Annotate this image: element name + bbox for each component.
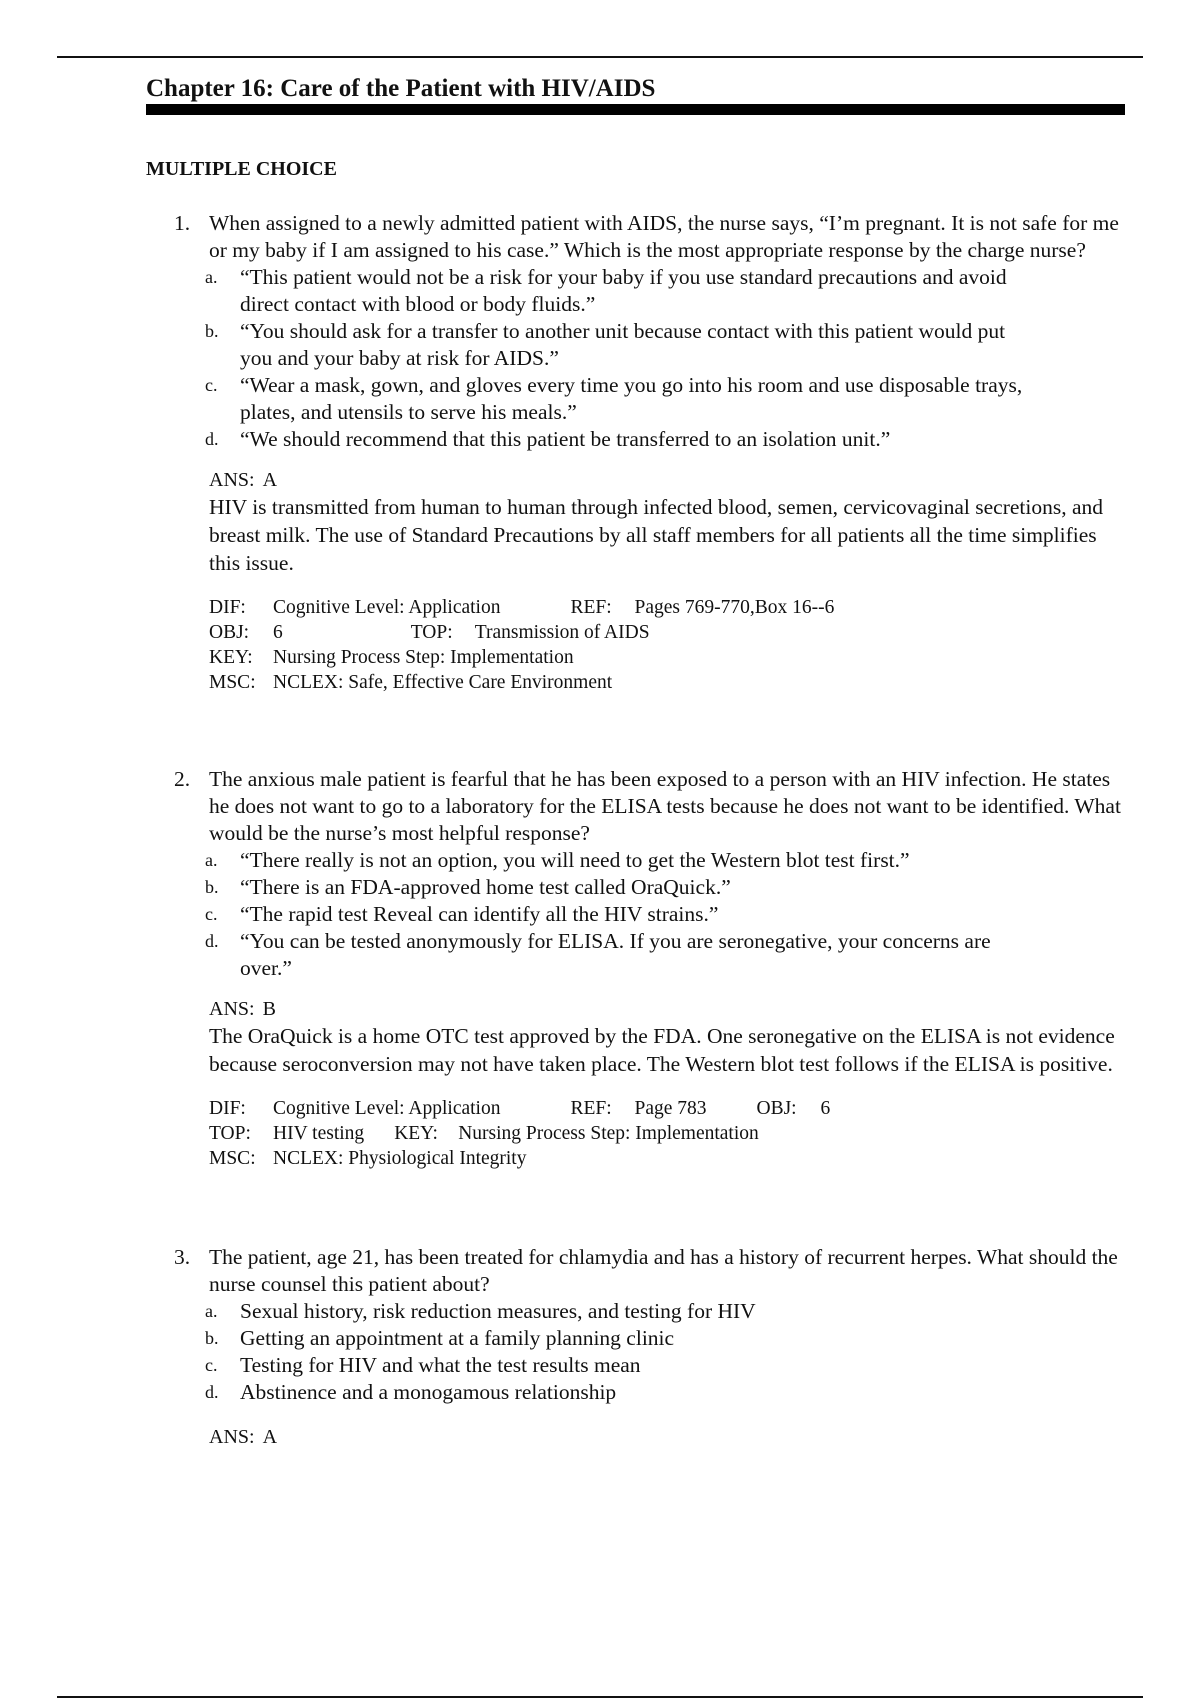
option-text: Testing for HIV and what the test results mean [240, 1353, 641, 1377]
msc-value: NCLEX: Safe, Effective Care Environment [273, 672, 613, 693]
question-number: 1. [174, 211, 191, 235]
msc-label: MSC: [209, 672, 256, 693]
answer-value: B [262, 998, 276, 1020]
answer-value: A [262, 1426, 278, 1448]
option-a [0, 847, 1040, 874]
option-c [0, 1352, 1040, 1379]
top-label: TOP: [209, 1123, 251, 1144]
question-text: When assigned to a newly admitted patient with AIDS, the nurse says, “I’m pregnant. It is not safe for me or my baby if I am assigned to his case.” Which is the most appropriate response by the charge nurse? [209, 211, 1119, 262]
option-text: “This patient would not be a risk for your baby if you use standard precautions and avoid direct contact with blood or body fluids.” [240, 265, 1007, 316]
metadata-line [209, 1096, 1109, 1121]
metadata-block [209, 1096, 1109, 1171]
top-value: HIV testing [273, 1123, 365, 1144]
key-value: Nursing Process Step: Implementation [273, 647, 574, 668]
option-list [0, 847, 1200, 982]
answer-label: ANS: [209, 998, 255, 1020]
ref-label: REF: [570, 597, 612, 618]
answer-label: ANS: [209, 1426, 255, 1448]
option-letter: d. [205, 429, 219, 449]
top-rule [57, 56, 1143, 58]
answer-line [209, 1424, 1200, 1450]
metadata-line [209, 1146, 1109, 1171]
question-text: The patient, age 21, has been treated for chlamydia and has a history of recurrent herpes. What should the nurse counsel this patient about? [209, 1245, 1118, 1296]
option-text: Getting an appointment at a family planning clinic [240, 1326, 675, 1350]
option-c [0, 901, 1040, 928]
option-list [0, 264, 1200, 453]
metadata-line [209, 595, 1109, 620]
rationale: HIV is transmitted from human to human through infected blood, semen, cervicovaginal secretions, and breast milk. The use of Standard Precautions by all staff members for all patients all the time simplifies this issue. [209, 495, 1104, 575]
option-text: “There is an FDA-approved home test called OraQuick.” [240, 875, 731, 899]
metadata-line [209, 645, 1109, 670]
option-d [0, 928, 1040, 982]
option-letter: d. [205, 931, 219, 951]
option-a [0, 1298, 1040, 1325]
top-value: Transmission of AIDS [474, 622, 650, 643]
option-letter: a. [205, 267, 218, 287]
obj-label: OBJ: [756, 1098, 797, 1119]
question-2 [0, 766, 1200, 1171]
option-c [0, 372, 1040, 426]
msc-label: MSC: [209, 1148, 256, 1169]
option-a [0, 264, 1040, 318]
option-text: Abstinence and a monogamous relationship [240, 1380, 617, 1404]
ref-value: Page 783 [634, 1098, 707, 1119]
answer-line [209, 996, 1200, 1022]
msc-value: NCLEX: Physiological Integrity [273, 1148, 527, 1169]
rationale: The OraQuick is a home OTC test approved by the FDA. One seronegative on the ELISA is not evidence because seroconversion may not have taken place. The Western blot test follows if the ELISA is positive. [209, 1024, 1115, 1076]
ref-label: REF: [570, 1098, 612, 1119]
question-stem [0, 1244, 1129, 1298]
option-text: “Wear a mask, gown, and gloves every time you go into his room and use disposable trays, plates, and utensils to serve his meals.” [240, 373, 1023, 424]
key-value: Nursing Process Step: Implementation [458, 1123, 759, 1144]
dif-label: DIF: [209, 1098, 246, 1119]
option-d [0, 426, 1040, 453]
option-letter: a. [205, 1301, 218, 1321]
option-letter: b. [205, 321, 219, 341]
question-text: The anxious male patient is fearful that he has been exposed to a person with an HIV infection. He states he does not want to go to a laboratory for the ELISA tests because he does not want to be identified. What would be the nurse’s most helpful response? [209, 767, 1121, 845]
option-b [0, 1325, 1040, 1352]
option-letter: c. [205, 904, 218, 924]
question-1 [0, 210, 1200, 695]
key-label: KEY: [394, 1123, 438, 1144]
section-heading: MULTIPLE CHOICE [146, 158, 337, 180]
option-letter: a. [205, 850, 218, 870]
title-underline-bar [146, 104, 1125, 115]
option-text: “There really is not an option, you will need to get the Western blot test first.” [240, 848, 910, 872]
ref-value: Pages 769-770,Box 16--6 [634, 597, 835, 618]
option-letter: b. [205, 877, 219, 897]
obj-label: OBJ: [209, 622, 250, 643]
option-b [0, 874, 1040, 901]
question-3 [0, 1244, 1200, 1450]
option-text: “The rapid test Reveal can identify all the HIV strains.” [240, 902, 719, 926]
chapter-title: Chapter 16: Care of the Patient with HIV/AIDS [146, 75, 656, 102]
question-number: 3. [174, 1245, 191, 1269]
option-text: “You should ask for a transfer to another unit because contact with this patient would put you and your baby at risk for AIDS.” [240, 319, 1006, 370]
answer-line [209, 467, 1200, 493]
option-letter: c. [205, 1355, 218, 1375]
obj-value: 6 [273, 622, 283, 643]
key-label: KEY: [209, 647, 253, 668]
dif-value: Cognitive Level: Application [273, 597, 501, 618]
answer-value: A [262, 469, 278, 491]
option-letter: c. [205, 375, 218, 395]
answer-label: ANS: [209, 469, 255, 491]
bottom-rule [57, 1696, 1143, 1698]
question-stem [0, 210, 1129, 264]
option-text: Sexual history, risk reduction measures, and testing for HIV [240, 1299, 756, 1323]
option-text: “We should recommend that this patient be transferred to an isolation unit.” [240, 427, 891, 451]
obj-value: 6 [820, 1098, 831, 1119]
dif-label: DIF: [209, 597, 246, 618]
metadata-line [209, 620, 1109, 645]
option-d [0, 1379, 1040, 1406]
option-letter: d. [205, 1382, 219, 1402]
option-letter: b. [205, 1328, 219, 1348]
question-stem [0, 766, 1129, 847]
option-text: “You can be tested anonymously for ELISA. If you are seronegative, your concerns are over.” [240, 929, 991, 980]
metadata-block [209, 595, 1109, 695]
option-b [0, 318, 1040, 372]
top-label: TOP: [410, 622, 453, 643]
option-list [0, 1298, 1200, 1406]
metadata-line [209, 1121, 1109, 1146]
question-number: 2. [174, 767, 191, 791]
metadata-line [209, 670, 1109, 695]
dif-value: Cognitive Level: Application [273, 1098, 501, 1119]
